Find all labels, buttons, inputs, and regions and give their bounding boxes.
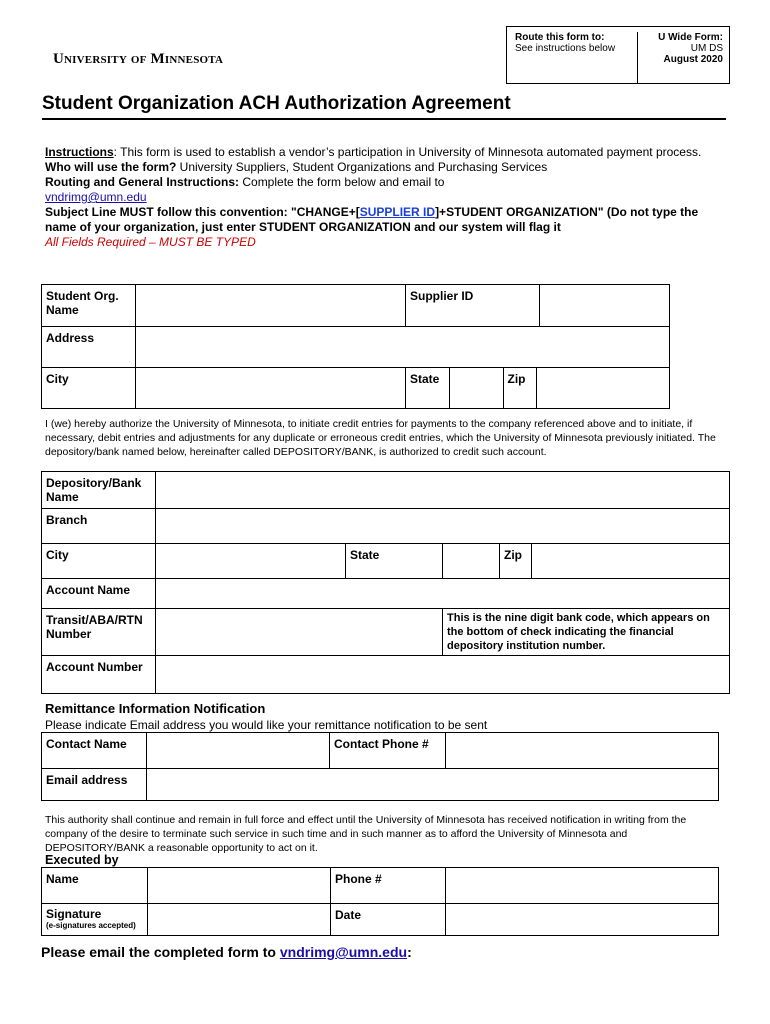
transit-note: This is the nine digit bank code, which appears on the bottom of check indicating the financial depository institution number. — [443, 609, 730, 656]
contact-phone-field[interactable] — [446, 733, 719, 769]
footer-colon: : — [407, 944, 412, 960]
contact-name-field[interactable] — [147, 733, 330, 769]
route-info — [515, 32, 615, 54]
subject-line — [45, 205, 725, 235]
branch-field[interactable] — [156, 509, 730, 544]
instructions — [45, 145, 725, 250]
footer-line — [41, 944, 412, 960]
bank-table — [41, 471, 730, 694]
title-rule — [42, 118, 726, 120]
supplier-id-label: Supplier ID — [406, 285, 540, 327]
supplier-id-field[interactable] — [540, 285, 670, 327]
account-name-field[interactable] — [156, 579, 730, 609]
footer-email-link[interactable]: vndrimg@umn.edu — [279, 944, 408, 960]
subject-id: SUPPLIER ID — [359, 205, 436, 219]
form-info — [637, 32, 729, 83]
signature-cell — [42, 904, 148, 936]
bank-city-field[interactable] — [156, 544, 346, 579]
routing-line — [45, 175, 725, 190]
continue-text: This authority shall continue and remain in full force and effect until the University of Minnesota has received notification in writing from the company of the desire to terminate such service in such time and in such manner as to afford the University of Minnesota and DEPOSITORY/BANK a reasonable opportunity to act on it. — [45, 814, 687, 854]
university-logo: University of Minnesota — [53, 51, 224, 67]
org-state-label: State — [406, 368, 449, 408]
org-city-label: City — [42, 368, 136, 409]
org-state-zip — [406, 368, 669, 408]
who-text: University Suppliers, Student Organizations and Purchasing Services — [176, 160, 548, 174]
address-field[interactable] — [136, 327, 670, 368]
org-state-zip-cell — [406, 368, 670, 409]
footer-text: Please email the completed form to — [41, 944, 280, 960]
account-name-label: Account Name — [42, 579, 156, 609]
signature-label: Signature — [46, 907, 102, 921]
bank-name-label: Depository/Bank Name — [42, 472, 156, 509]
form-label: U Wide Form: — [658, 32, 723, 43]
exec-phone-label: Phone # — [331, 868, 446, 904]
subject-pre: Subject Line MUST follow this convention: "CHANGE+[ — [45, 205, 360, 219]
who-line — [45, 160, 725, 175]
exec-name-label: Name — [42, 868, 148, 904]
contact-name-label: Contact Name — [42, 733, 147, 769]
remit-sub: Please indicate Email address you would like your remittance notification to be sent — [45, 718, 488, 732]
bank-zip-field[interactable] — [532, 544, 730, 579]
instructions-email-link[interactable]: vndrimg@umn.edu — [45, 190, 147, 204]
instructions-line — [45, 145, 725, 160]
esig-note: (e-signatures accepted) — [46, 921, 136, 930]
org-name-field[interactable] — [136, 285, 406, 327]
email-address-label: Email address — [42, 769, 147, 801]
account-number-label: Account Number — [42, 656, 156, 694]
transit-label: Transit/ABA/RTN Number — [42, 609, 156, 656]
account-number-field[interactable] — [156, 656, 730, 694]
form-code: UM DS — [690, 43, 723, 54]
subject-post: ]+STUDENT ORGANIZATION" (Do not type the name of your organization, just enter STUDENT ORGANIZATION and our system will flag it — [45, 205, 699, 234]
routing-label: Routing and General Instructions: — [45, 175, 240, 189]
authorization-text: I (we) hereby authorize the University of Minnesota, to initiate credit entries for payments to the company referenced above and to initiate, if necessary, debit entries and adjustments for any duplicate or erroneous credit entries, which the University of Minnesota previously initiated. The depository/bank named below, hereinafter called DEPOSITORY/BANK, is authorized to credit such account. — [45, 418, 716, 458]
bank-state-label: State — [346, 544, 443, 579]
email-address-field[interactable] — [147, 769, 719, 801]
remit-heading: Remittance Information Notification — [45, 701, 266, 716]
org-zip-label: Zip — [503, 368, 536, 408]
bank-name-field[interactable] — [156, 472, 730, 509]
address-label: Address — [42, 327, 136, 368]
route-sub: See instructions below — [515, 43, 616, 54]
org-city-field[interactable] — [136, 368, 406, 409]
exec-phone-field[interactable] — [446, 868, 719, 904]
org-table — [41, 284, 670, 409]
bank-zip-label: Zip — [500, 544, 532, 579]
routing-text: Complete the form below and email to — [239, 175, 445, 189]
org-zip-field[interactable] — [536, 368, 669, 408]
route-box — [506, 26, 730, 84]
page-title: Student Organization ACH Authorization Agreement — [42, 93, 511, 114]
who-label: Who will use the form? — [45, 160, 177, 174]
remit-table — [41, 732, 719, 801]
executed-table — [41, 867, 719, 936]
executed-heading: Executed by — [45, 853, 119, 867]
org-state-field[interactable] — [449, 368, 503, 408]
signature-field[interactable] — [148, 904, 331, 936]
instructions-label: Instructions — [45, 145, 114, 159]
instructions-text: : This form is used to establish a vendor’s participation in University of Minnesota automated payment process. — [113, 145, 702, 159]
date-label: Date — [331, 904, 446, 936]
date-field[interactable] — [446, 904, 719, 936]
org-name-label: Student Org. Name — [42, 285, 136, 327]
bank-state-field[interactable] — [443, 544, 500, 579]
form-date: August 2020 — [663, 54, 723, 65]
contact-phone-label: Contact Phone # — [330, 733, 446, 769]
exec-name-field[interactable] — [148, 868, 331, 904]
branch-label: Branch — [42, 509, 156, 544]
transit-field[interactable] — [156, 609, 443, 656]
required-note: All Fields Required – MUST BE TYPED — [45, 235, 256, 249]
bank-city-label: City — [42, 544, 156, 579]
route-label: Route this form to: — [515, 32, 605, 43]
